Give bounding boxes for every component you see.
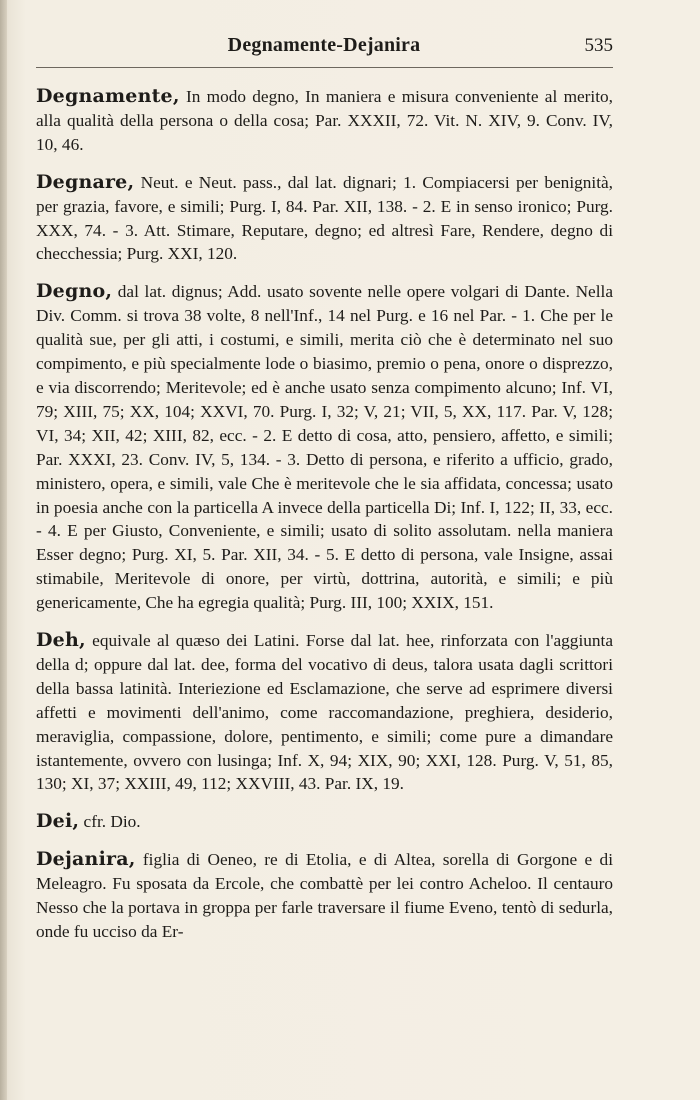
entry-text: figlia di Oeneo, re di Etolia, e di Altea, sorella di Gorgone e di Meleagro. Fu sposata da Ercole, che combattè per lei contro Acheloo. Il centauro Nesso che la portava in groppa per farle traversare il fiume Eveno, tentò di sedurla, onde fu ucciso da Er- (36, 850, 613, 941)
entry-degnamente (36, 85, 613, 157)
running-header (35, 34, 613, 64)
headword: Degnare, (36, 170, 135, 193)
entry-dejanira (36, 848, 613, 944)
entry-dei (36, 810, 613, 834)
entry-text: Neut. e Neut. pass., dal lat. dignari; 1. Compiacersi per benignità, per grazia, favore, e simili; Purg. I, 84. Par. XII, 138. - 2. E in senso ironico; Purg. XXX, 74. - 3. Att. Stimare, Reputare, degno; ed altresì Fare, Rendere, degno di checchessia; Purg. XXI, 120. (36, 172, 613, 264)
page-number: 535 (584, 35, 613, 56)
entry-degnare (36, 171, 613, 267)
entry-text: In modo degno, In maniera e misura conveniente al merito, alla qualità della persona o della cosa; Par. XXXII, 72. Vit. N. XIV, 9. Conv. IV, 10, 46. (36, 87, 613, 154)
entry-degno (36, 280, 613, 615)
page-spine-shadow (0, 0, 7, 1100)
headword: Dei, (36, 810, 80, 833)
header-rule (36, 67, 613, 68)
entry-text: dal lat. dignus; Add. usato sovente nelle opere volgari di Dante. Nella Div. Comm. si trova 38 volte, 8 nell'Inf., 14 nel Purg. e 16 nel Par. - 1. Che per le qualità sue, per gli atti, i costumi, e simili, merita ciò che è determinato nel suo compimento, e più specialmente lode o biasimo, premio o pena, onore o disprezzo, e via discorrendo; Meritevole; ed è anche usato senza compimento alcuno; Inf. VI, 79; XIII, 75; XX, 104; XXVI, 70. Purg. I, 32; V, 21; VII, 5, XX, 117. Par. V, 128; VI, 34; XII, 42; XIII, 82, ecc. - 2. E detto di cosa, atto, pensiero, affetto, e simili; Par. XXXI, 23. Conv. IV, 5, 134. - 3. Detto di persona, e riferito a ufficio, grado, ministero, opera, e simili, vale Che è meritevole che le sia affidata, concessa; usato in poesia anche con la particella A invece della particella Di; Inf. I, 122; II, 33, ecc. - 4. E per Giusto, Conveniente, e simili; usato di solito assolutam. nella maniera Esser degno; Purg. XI, 5. Par. XII, 34. - 5. E detto di persona, vale Insigne, assai stimabile, Meritevole di onore, per virtù, dottrina, autorità, e simili; e più genericamente, Che ha egregia qualità; Purg. III, 100; XXIX, 151. (36, 282, 613, 613)
headword: Degno, (36, 280, 113, 303)
headword: Dejanira, (36, 848, 136, 871)
entry-text: cfr. Dio. (79, 812, 141, 832)
entry-text: equivale al quæso dei Latini. Forse dal lat. hee, rinforzata con l'aggiunta della d; oppure dal lat. dee, forma del vocativo di deus, talora usata dagli scrittori della bassa latinità. Interiezione ed Esclamazione, che serve ad esprimere diversi affetti e movimenti dell'animo, come raccomandazione, preghiera, desiderio, meraviglia, compassione, dolore, pentimento, e simili; come pure a dimandare istantemente, ovvero con lusinga; Inf. X, 94; XIX, 90; XXI, 128. Purg. V, 51, 85, 130; XI, 37; XXIII, 49, 112; XXVIII, 43. Par. IX, 19. (36, 631, 613, 794)
headword: Degnamente, (36, 85, 180, 107)
header-title: Degnamente-Dejanira (227, 34, 421, 56)
headword: Deh, (36, 629, 86, 652)
entry-deh (36, 629, 613, 796)
dictionary-entries (36, 75, 613, 958)
